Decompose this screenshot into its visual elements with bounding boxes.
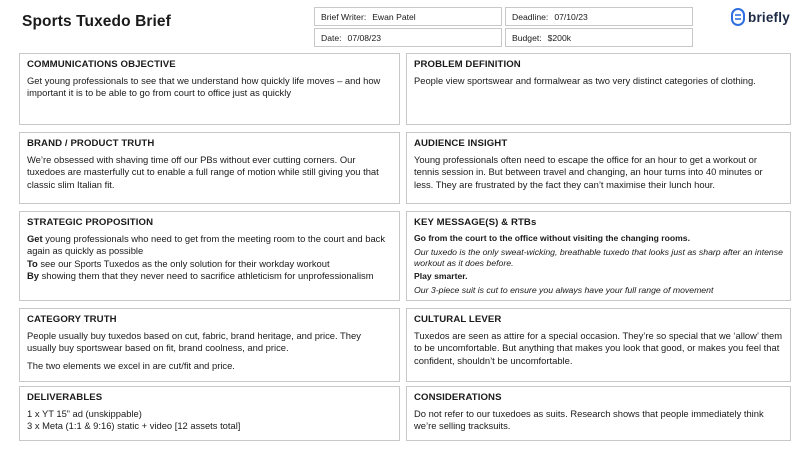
section-strategic-proposition (19, 211, 400, 301)
key-message-headline: Go from the court to the office without visiting the changing rooms. (414, 233, 690, 243)
deadline-label: Deadline: (512, 12, 549, 22)
proposition-lead: By (27, 270, 39, 282)
section-title: CATEGORY TRUTH (27, 314, 117, 325)
section-key-messages (406, 211, 791, 301)
section-body: The two elements we excel in are cut/fit and price. (27, 359, 235, 371)
briefly-logo (731, 7, 790, 27)
budget-label: Budget: (512, 33, 542, 43)
deadline-value: 07/10/23 (554, 12, 588, 22)
section-body: Do not refer to our tuxedoes as suits. Research shows that people immediately think we’re selling tracksuits. (414, 408, 764, 432)
section-body: We’re obsessed with shaving time off our PBs without ever cutting corners. Our tuxedoes are masterfully cut to enable a full range of motion while still giving you that classic slim Italian fit. (27, 154, 379, 190)
briefly-logo-icon (731, 8, 745, 26)
brief-writer-field[interactable] (314, 7, 502, 26)
proposition-get (27, 233, 392, 258)
section-body: Get young professionals to see that we understand how quickly life moves – and how important it is to be able to go from court to office just as quickly (27, 75, 381, 99)
section-title: CONSIDERATIONS (414, 392, 502, 403)
date-value: 07/08/23 (347, 33, 381, 43)
section-communications-objective (19, 53, 400, 125)
proposition-lead: Get (27, 233, 43, 244)
section-title: DELIVERABLES (27, 392, 103, 403)
brief-writer-value: Ewan Patel (372, 12, 416, 22)
deliverable-item: 3 x Meta (1:1 & 9:16) static + video [12 assets total] (27, 420, 241, 432)
section-audience-insight (406, 132, 791, 204)
section-problem-definition (406, 53, 791, 125)
section-title: CULTURAL LEVER (414, 314, 502, 325)
section-body: People usually buy tuxedos based on cut, fabric, brand heritage, and price. They usually buy sportswear based on fit, brand coolness, and price. (27, 330, 361, 354)
key-message-rtb: Our tuxedo is the only sweat-wicking, breathable tuxedo that looks just as sharp after an intense workout as it does before. (414, 247, 783, 268)
section-brand-product-truth (19, 132, 400, 204)
section-body: Tuxedos are seen as attire for a special occasion. They’re so special that we ‘allow’ them to be uncomfortable. But anything that makes you look that good, or makes you feel that confident, shouldn’t be uncomfortable. (414, 330, 783, 366)
proposition-to (27, 258, 392, 270)
proposition-by (27, 270, 392, 282)
section-deliverables (19, 386, 400, 441)
proposition-text: young professionals who need to get from the meeting room to the court and back again as quickly as possible (27, 233, 386, 257)
proposition-lead: To (27, 257, 38, 269)
proposition-text: showing them that they never need to sacrifice athleticism for unprofessionalism (38, 270, 374, 282)
date-label: Date: (321, 33, 342, 43)
budget-value: $200k (547, 33, 572, 43)
section-category-truth (19, 308, 400, 382)
logo-text: briefly (748, 9, 790, 25)
brief-writer-label: Brief Writer: (321, 12, 367, 22)
section-title: AUDIENCE INSIGHT (414, 138, 508, 149)
deliverable-item: 1 x YT 15” ad (unskippable) (27, 408, 142, 419)
section-considerations (406, 386, 791, 441)
section-cultural-lever (406, 308, 791, 382)
date-field[interactable] (314, 28, 502, 47)
section-title: STRATEGIC PROPOSITION (27, 217, 154, 228)
deadline-field[interactable] (505, 7, 693, 26)
key-message-headline: Play smarter. (414, 271, 468, 281)
section-title: COMMUNICATIONS OBJECTIVE (27, 59, 176, 70)
section-title: PROBLEM DEFINITION (414, 59, 521, 70)
section-body: People view sportswear and formalwear as two very distinct categories of clothing. (414, 75, 756, 86)
key-message-rtb: Our 3-piece suit is cut to ensure you always have your full range of movement (414, 285, 714, 295)
section-body: Young professionals often need to escape the office for an hour to get a workout or tennis session in. But between travel and changing, an hour turns into 40 minutes or less. They are frustrated by the fact they can’t maximise their lunch hour. (414, 154, 763, 190)
budget-field[interactable] (505, 28, 693, 47)
proposition-text: see our Sports Tuxedos as the only solution for their workday workout (37, 257, 330, 269)
section-title: BRAND / PRODUCT TRUTH (27, 138, 155, 149)
page-title: Sports Tuxedo Brief (22, 13, 171, 30)
section-title: KEY MESSAGE(S) & RTBs (414, 217, 537, 228)
